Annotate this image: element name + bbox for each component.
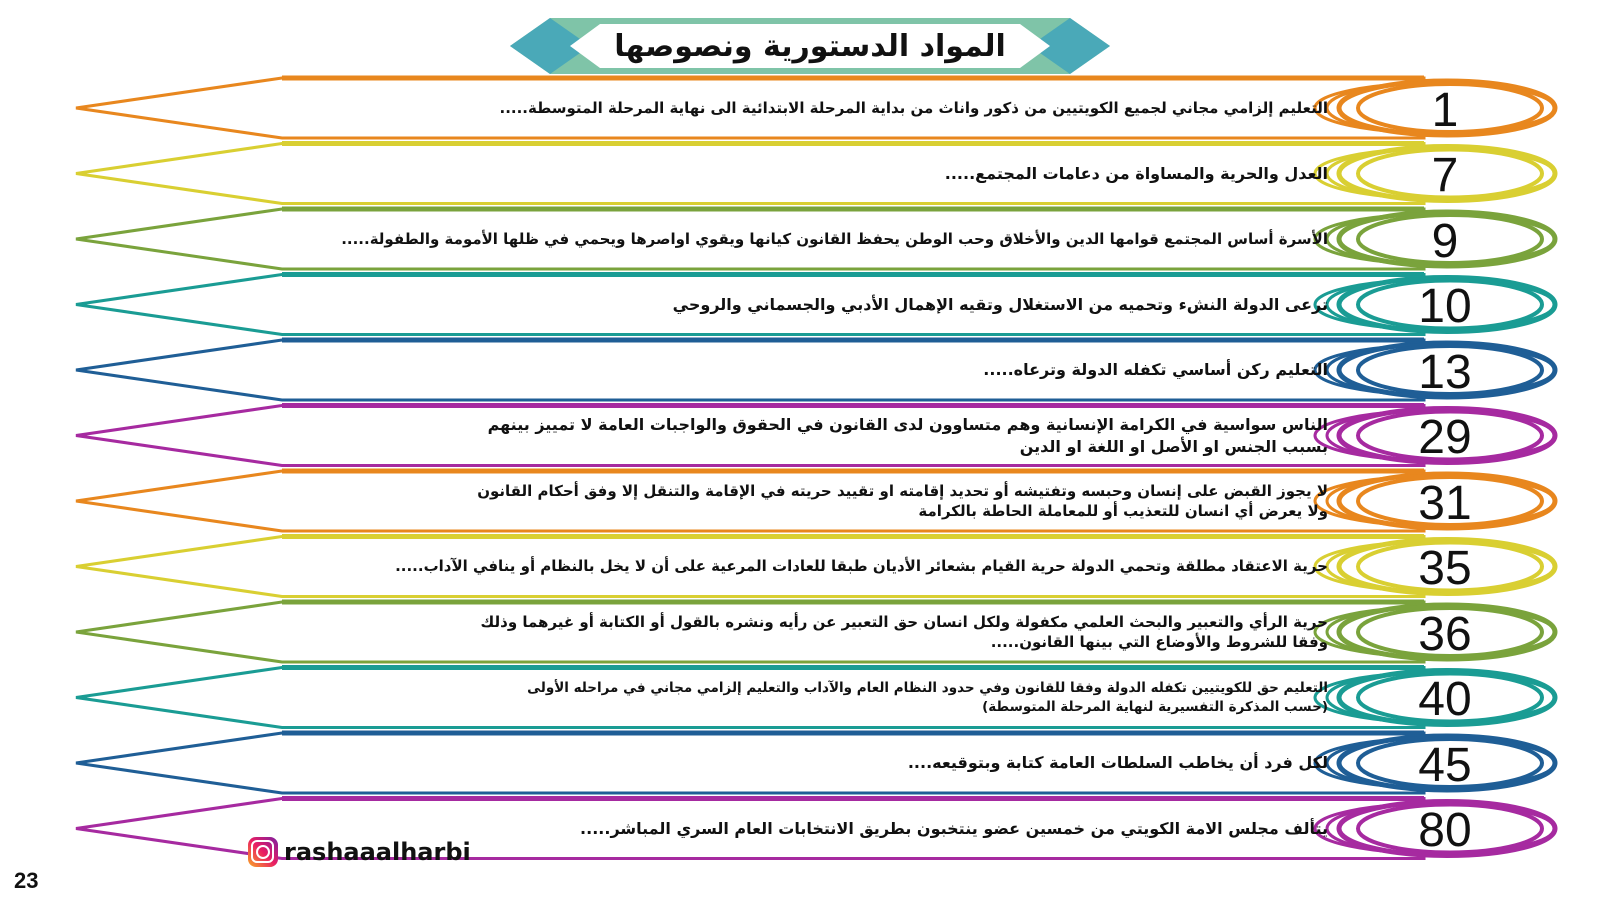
article-text [248, 537, 1328, 597]
article-text-line: التعليم حق للكويتيين تكفله الدولة وفقا للقانون وفي حدود النظام العام والآداب والتعليم إلزامي مجاني في مراحله الأولى [527, 680, 1328, 697]
article-text-line: ترعى الدولة النشء وتحميه من الاستغلال وتقيه الإهمال الأدبي والجسماني والروحي [672, 294, 1328, 314]
article-text-line: لا يجوز القبض على إنسان وحبسه وتفتيشه أو تحديد إقامته او تقييد حريته في الإقامة والتنقل إلا وفق أحكام القانون [477, 481, 1328, 500]
article-text-line: بسبب الجنس او الأصل او اللغة او الدين [1019, 436, 1328, 456]
article-text-line: الأسرة أساس المجتمع قوامها الدين والأخلاق وحب الوطن يحفظ القانون كيانها ويقوي اواصرها ويحمي في ظلها الأمومة والطفولة..... [341, 229, 1328, 248]
article-text [248, 144, 1328, 204]
article-text [248, 78, 1328, 138]
article-text-line: ولا يعرض أي انسان للتعذيب أو للمعاملة الحاطة بالكرامة [918, 502, 1328, 520]
article-number: 9 [1431, 214, 1459, 268]
article-text-line: يتألف مجلس الامة الكويتي من خمسين عضو ينتخبون بطريق الانتخابات العام السري المباشر..... [580, 818, 1328, 838]
article-number: 36 [1418, 607, 1472, 661]
article-number: 29 [1418, 411, 1472, 464]
instagram-icon [248, 837, 278, 867]
article-number: 10 [1418, 280, 1472, 333]
article-text [248, 209, 1328, 269]
article-text [248, 275, 1328, 335]
article-number: 7 [1431, 149, 1459, 202]
instagram-watermark [248, 834, 471, 870]
page-number: 23 [14, 868, 39, 893]
article-text-line: حرية الرأي والتعبير والبحث العلمي مكفولة ولكل انسان حق التعبير عن رأيه ونشره بالقول أو الكتابة أو غيرهما وذلك [480, 612, 1328, 631]
article-text [248, 471, 1328, 531]
article-text-line: التعليم إلزامي مجاني لجميع الكويتيين من ذكور واناث من بداية المرحلة الابتدائية الى نهاية المرحلة المتوسطة..... [499, 98, 1328, 117]
article-text [248, 733, 1328, 793]
article-number: 1 [1431, 83, 1459, 137]
instagram-handle: rashaaalharbi [284, 838, 471, 866]
article-text [248, 406, 1328, 466]
article-text [248, 602, 1328, 662]
article-number: 35 [1418, 542, 1472, 595]
article-text-line: التعليم ركن أساسي تكفله الدولة وترعاه..... [983, 360, 1328, 380]
article-number: 45 [1418, 738, 1472, 792]
article-number: 40 [1418, 673, 1472, 726]
article-text-line: حرية الاعتقاد مطلقة وتحمي الدولة حرية القيام بشعائر الأديان طبقا للعادات المرعية على أن لا يخل بالنظام أو ينافي الآداب..... [395, 557, 1328, 576]
article-text-line: لكل فرد أن يخاطب السلطات العامة كتابة وبتوقيعه.... [907, 753, 1328, 773]
article-text-line: وفقا للشروط والأوضاع التي بينها القانون..... [990, 633, 1328, 651]
article-text [248, 668, 1328, 728]
article-text-line: (حسب المذكرة التفسيرية لنهاية المرحلة المتوسطة) [982, 698, 1328, 715]
article-text-line: الناس سواسية في الكرامة الإنسانية وهم متساوون لدى القانون في الحقوق والواجبات العامة لا تمييز بينهم [487, 414, 1328, 434]
article-number: 80 [1418, 804, 1472, 857]
article-text [248, 340, 1328, 400]
article-number: 13 [1418, 345, 1472, 399]
article-number: 31 [1418, 476, 1472, 530]
article-text-line: العدل والحرية والمساواة من دعامات المجتمع..... [944, 163, 1328, 183]
page-title: المواد الدستورية ونصوصها [614, 28, 1006, 64]
